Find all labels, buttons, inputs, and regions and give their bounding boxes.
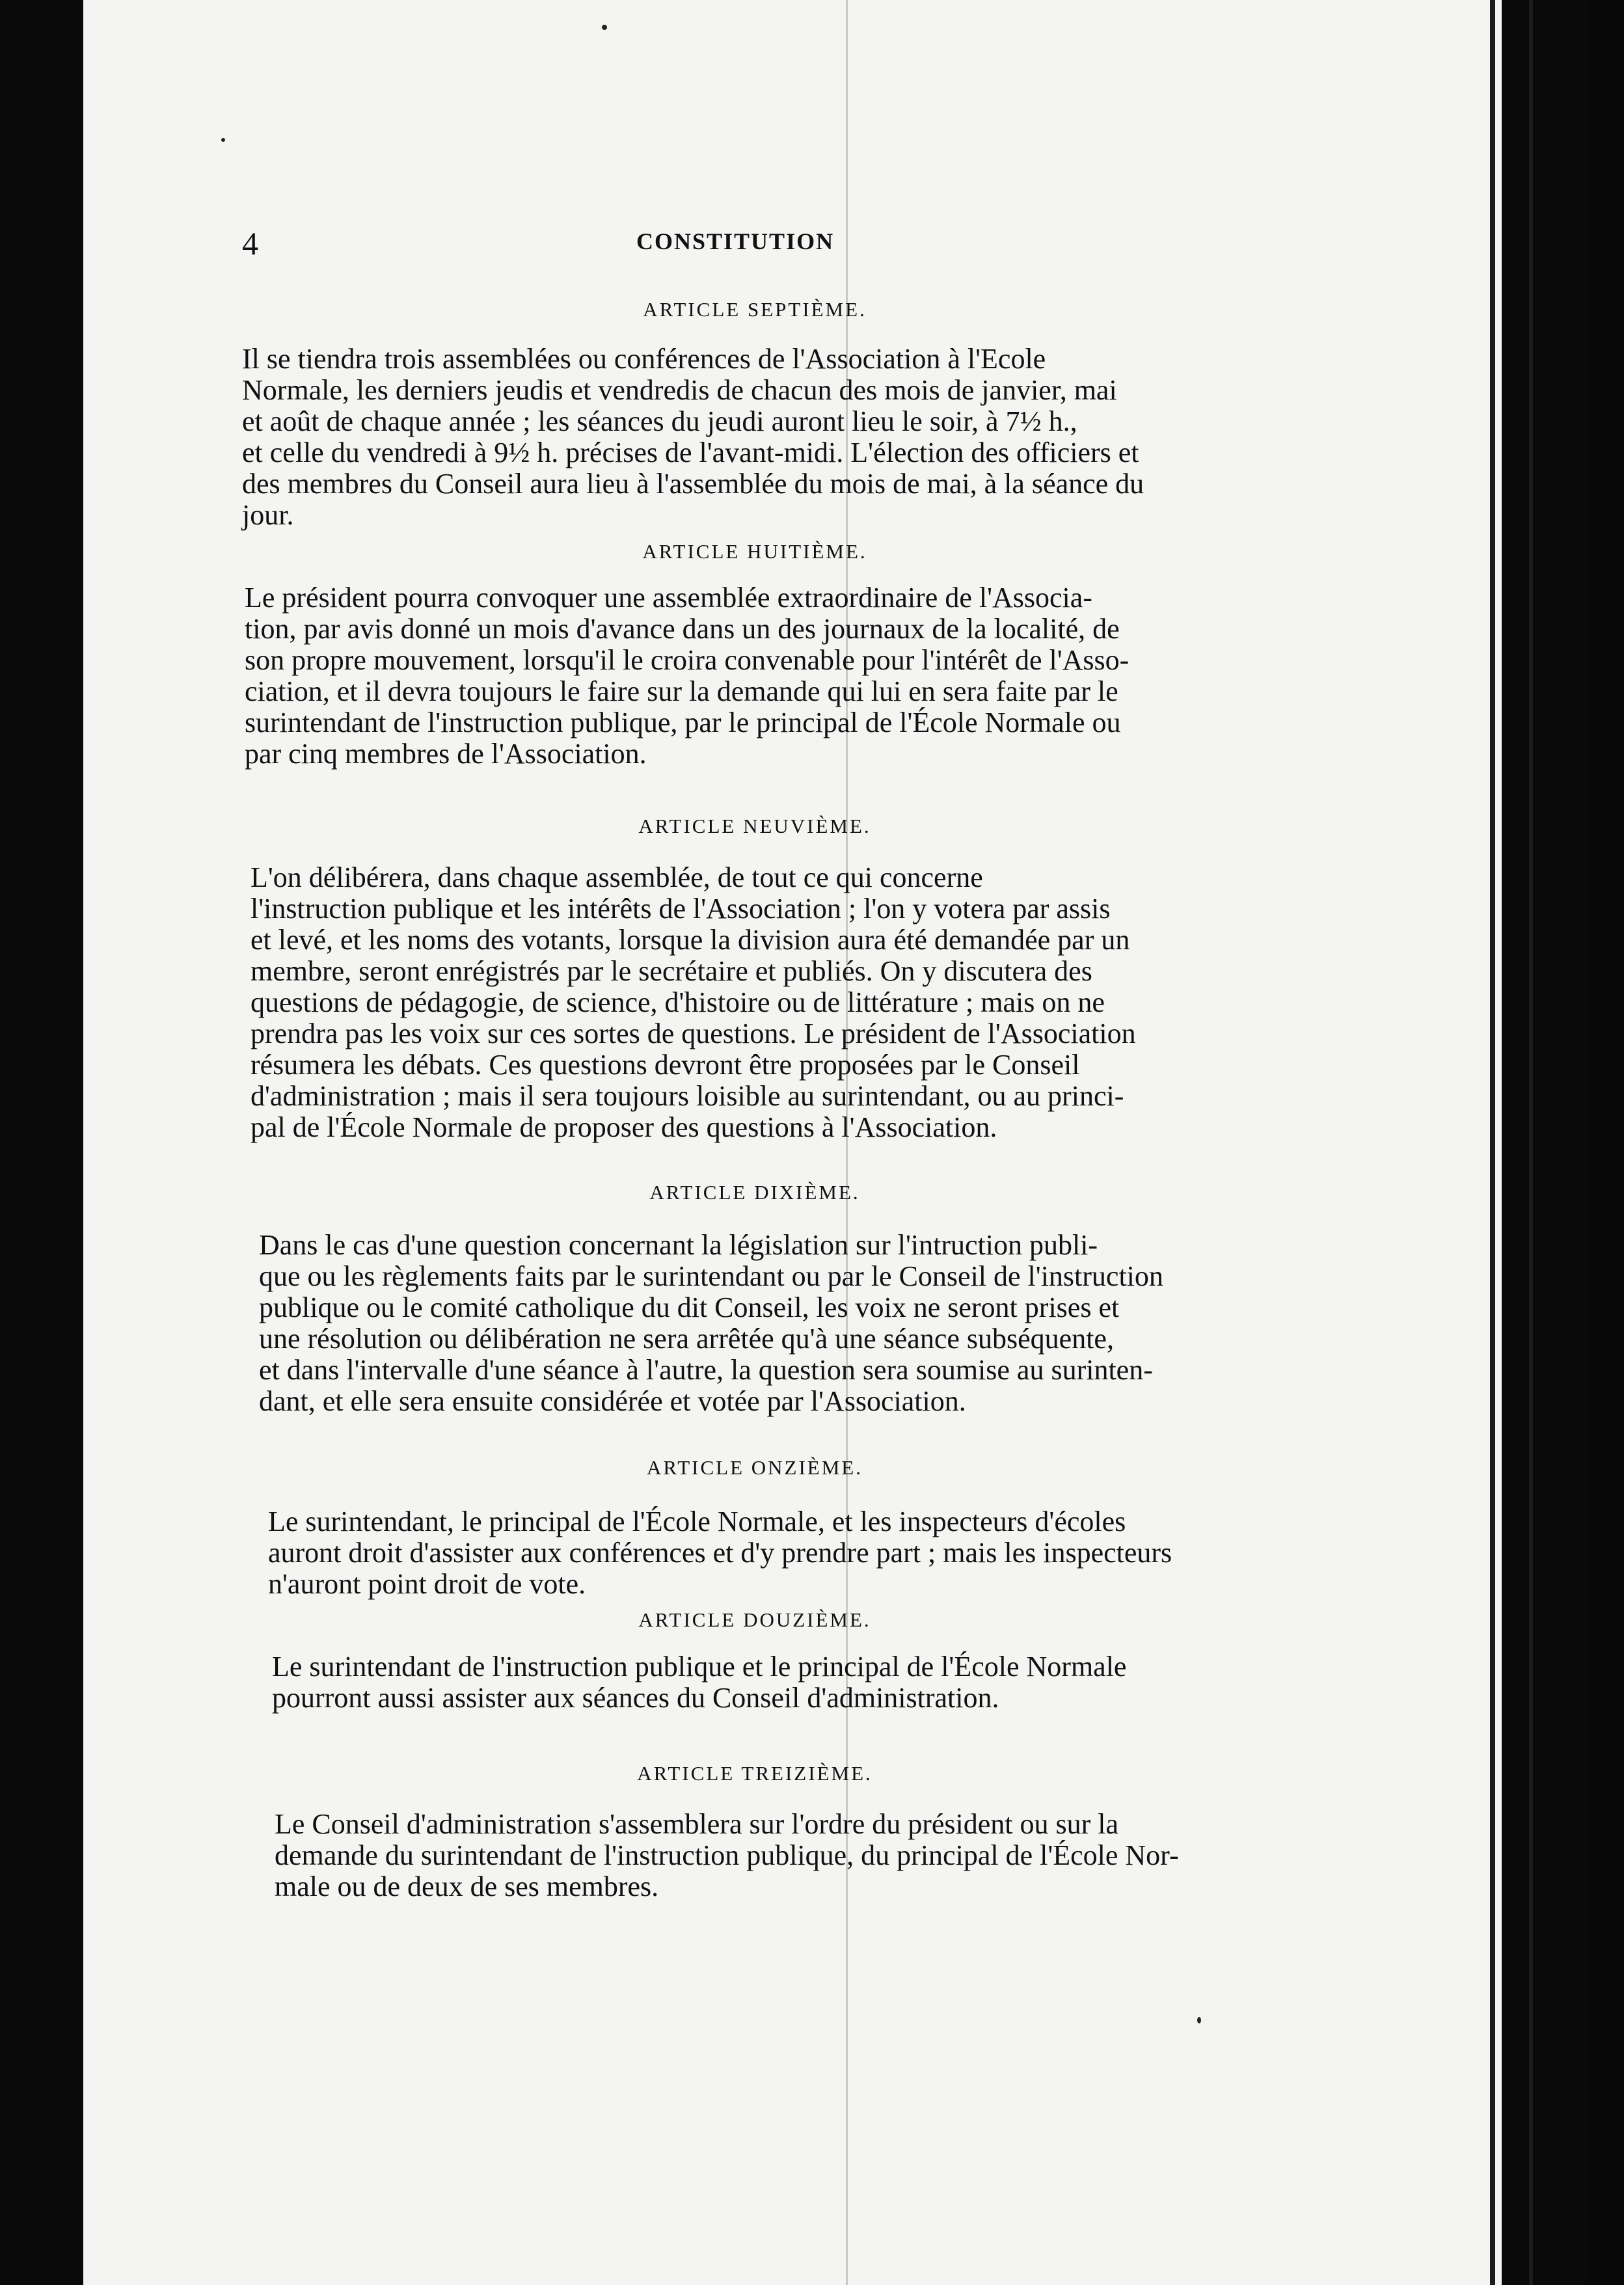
text-line: Normale, les derniers jeudis et vendredis de chacun des mois de janvier, mai xyxy=(242,374,1117,406)
article-title: ARTICLE HUITIÈME. xyxy=(642,540,867,563)
article-title: ARTICLE DOUZIÈME. xyxy=(638,1608,871,1631)
text-line: son propre mouvement, lorsqu'il le croira convenable pour l'intérêt de l'Asso- xyxy=(245,644,1130,676)
text-line: tion, par avis donné un mois d'avance dans un des journaux de la localité, de xyxy=(245,613,1120,645)
text-line: que ou les règlements faits par le surintendant ou par le Conseil de l'instruction xyxy=(259,1260,1163,1292)
article-body xyxy=(250,862,1256,1143)
text-line: et dans l'intervalle d'une séance à l'autre, la question sera soumise au surinten- xyxy=(259,1354,1153,1386)
text-line: jour. xyxy=(242,499,294,531)
article-body xyxy=(268,1506,1278,1600)
text-line: membre, seront enrégistrés par le secrétaire et publiés. On y discutera des xyxy=(250,955,1092,987)
text-line: une résolution ou délibération ne sera arrêtée qu'à une séance subséquente, xyxy=(259,1323,1114,1355)
text-line: pourront aussi assister aux séances du Conseil d'administration. xyxy=(272,1682,999,1714)
text-line: et août de chaque année ; les séances du jeudi auront lieu le soir, à 7½ h., xyxy=(242,405,1077,437)
article-body xyxy=(275,1809,1290,1902)
text-line: male ou de deux de ses membres. xyxy=(275,1871,659,1902)
article-body xyxy=(245,582,1247,770)
article-title: ARTICLE TREIZIÈME. xyxy=(637,1762,873,1785)
text-line: surintendant de l'instruction publique, par le principal de l'École Normale ou xyxy=(245,707,1121,738)
text-line: n'auront point droit de vote. xyxy=(268,1568,586,1600)
text-line: Il se tiendra trois assemblées ou conférences de l'Association à l'Ecole xyxy=(242,343,1046,375)
text-line: publique ou le comité catholique du dit Conseil, les voix ne seront prises et xyxy=(259,1291,1120,1323)
page-edge-right xyxy=(1490,0,1495,2285)
text-line: ciation, et il devra toujours le faire sur la demande qui lui en sera faite par le xyxy=(245,675,1118,707)
speck xyxy=(1197,2017,1201,2023)
speck xyxy=(221,138,225,142)
text-line: prendra pas les voix sur ces sortes de questions. Le président de l'Association xyxy=(250,1018,1136,1049)
text-line: pal de l'École Normale de proposer des questions à l'Association. xyxy=(250,1111,997,1143)
text-line: Le Conseil d'administration s'assemblera sur l'ordre du président ou sur la xyxy=(275,1808,1119,1840)
text-line: Le surintendant de l'instruction publique et le principal de l'École Normale xyxy=(272,1651,1127,1683)
page-number: 4 xyxy=(242,225,258,262)
page-edge-right-outer xyxy=(1529,0,1533,2285)
text-line: par cinq membres de l'Association. xyxy=(245,738,647,770)
text-line: Le président pourra convoquer une assemblée extraordinaire de l'Associa- xyxy=(245,582,1092,614)
text-line: et celle du vendredi à 9½ h. précises de l'avant-midi. L'élection des officiers et xyxy=(242,437,1139,468)
article-title: ARTICLE DIXIÈME. xyxy=(649,1181,860,1204)
article-body xyxy=(259,1230,1266,1417)
text-line: auront droit d'assister aux conférences et d'y prendre part ; mais les inspecteurs xyxy=(268,1537,1172,1569)
text-line: des membres du Conseil aura lieu à l'assemblée du mois de mai, à la séance du xyxy=(242,468,1144,500)
article-title: ARTICLE NEUVIÈME. xyxy=(638,815,871,837)
text-line: d'administration ; mais il sera toujours loisible au surintendant, ou au princi- xyxy=(250,1080,1124,1112)
text-line: Dans le cas d'une question concernant la législation sur l'intruction publi- xyxy=(259,1229,1098,1261)
text-line: questions de pédagogie, de science, d'histoire ou de littérature ; mais on ne xyxy=(250,986,1105,1018)
running-head: CONSTITUTION xyxy=(636,228,835,254)
article-title: ARTICLE ONZIÈME. xyxy=(647,1456,863,1479)
text-line: résumera les débats. Ces questions devront être proposées par le Conseil xyxy=(250,1049,1080,1081)
page-edge-far xyxy=(1588,0,1624,2285)
article-body xyxy=(242,344,1243,531)
text-line: Le surintendant, le principal de l'École Normale, et les inspecteurs d'écoles xyxy=(268,1506,1126,1537)
text-line: demande du surintendant de l'instruction publique, du principal de l'École Nor- xyxy=(275,1839,1179,1871)
text-line: L'on délibérera, dans chaque assemblée, de tout ce qui concerne xyxy=(250,861,983,893)
speck xyxy=(602,25,607,30)
article-body xyxy=(272,1651,1284,1714)
text-line: dant, et elle sera ensuite considérée et votée par l'Association. xyxy=(259,1385,966,1417)
text-line: l'instruction publique et les intérêts de l'Association ; l'on y votera par assis xyxy=(250,893,1111,925)
text-line: et levé, et les noms des votants, lorsque la division aura été demandée par un xyxy=(250,924,1130,956)
article-title: ARTICLE SEPTIÈME. xyxy=(643,298,867,321)
